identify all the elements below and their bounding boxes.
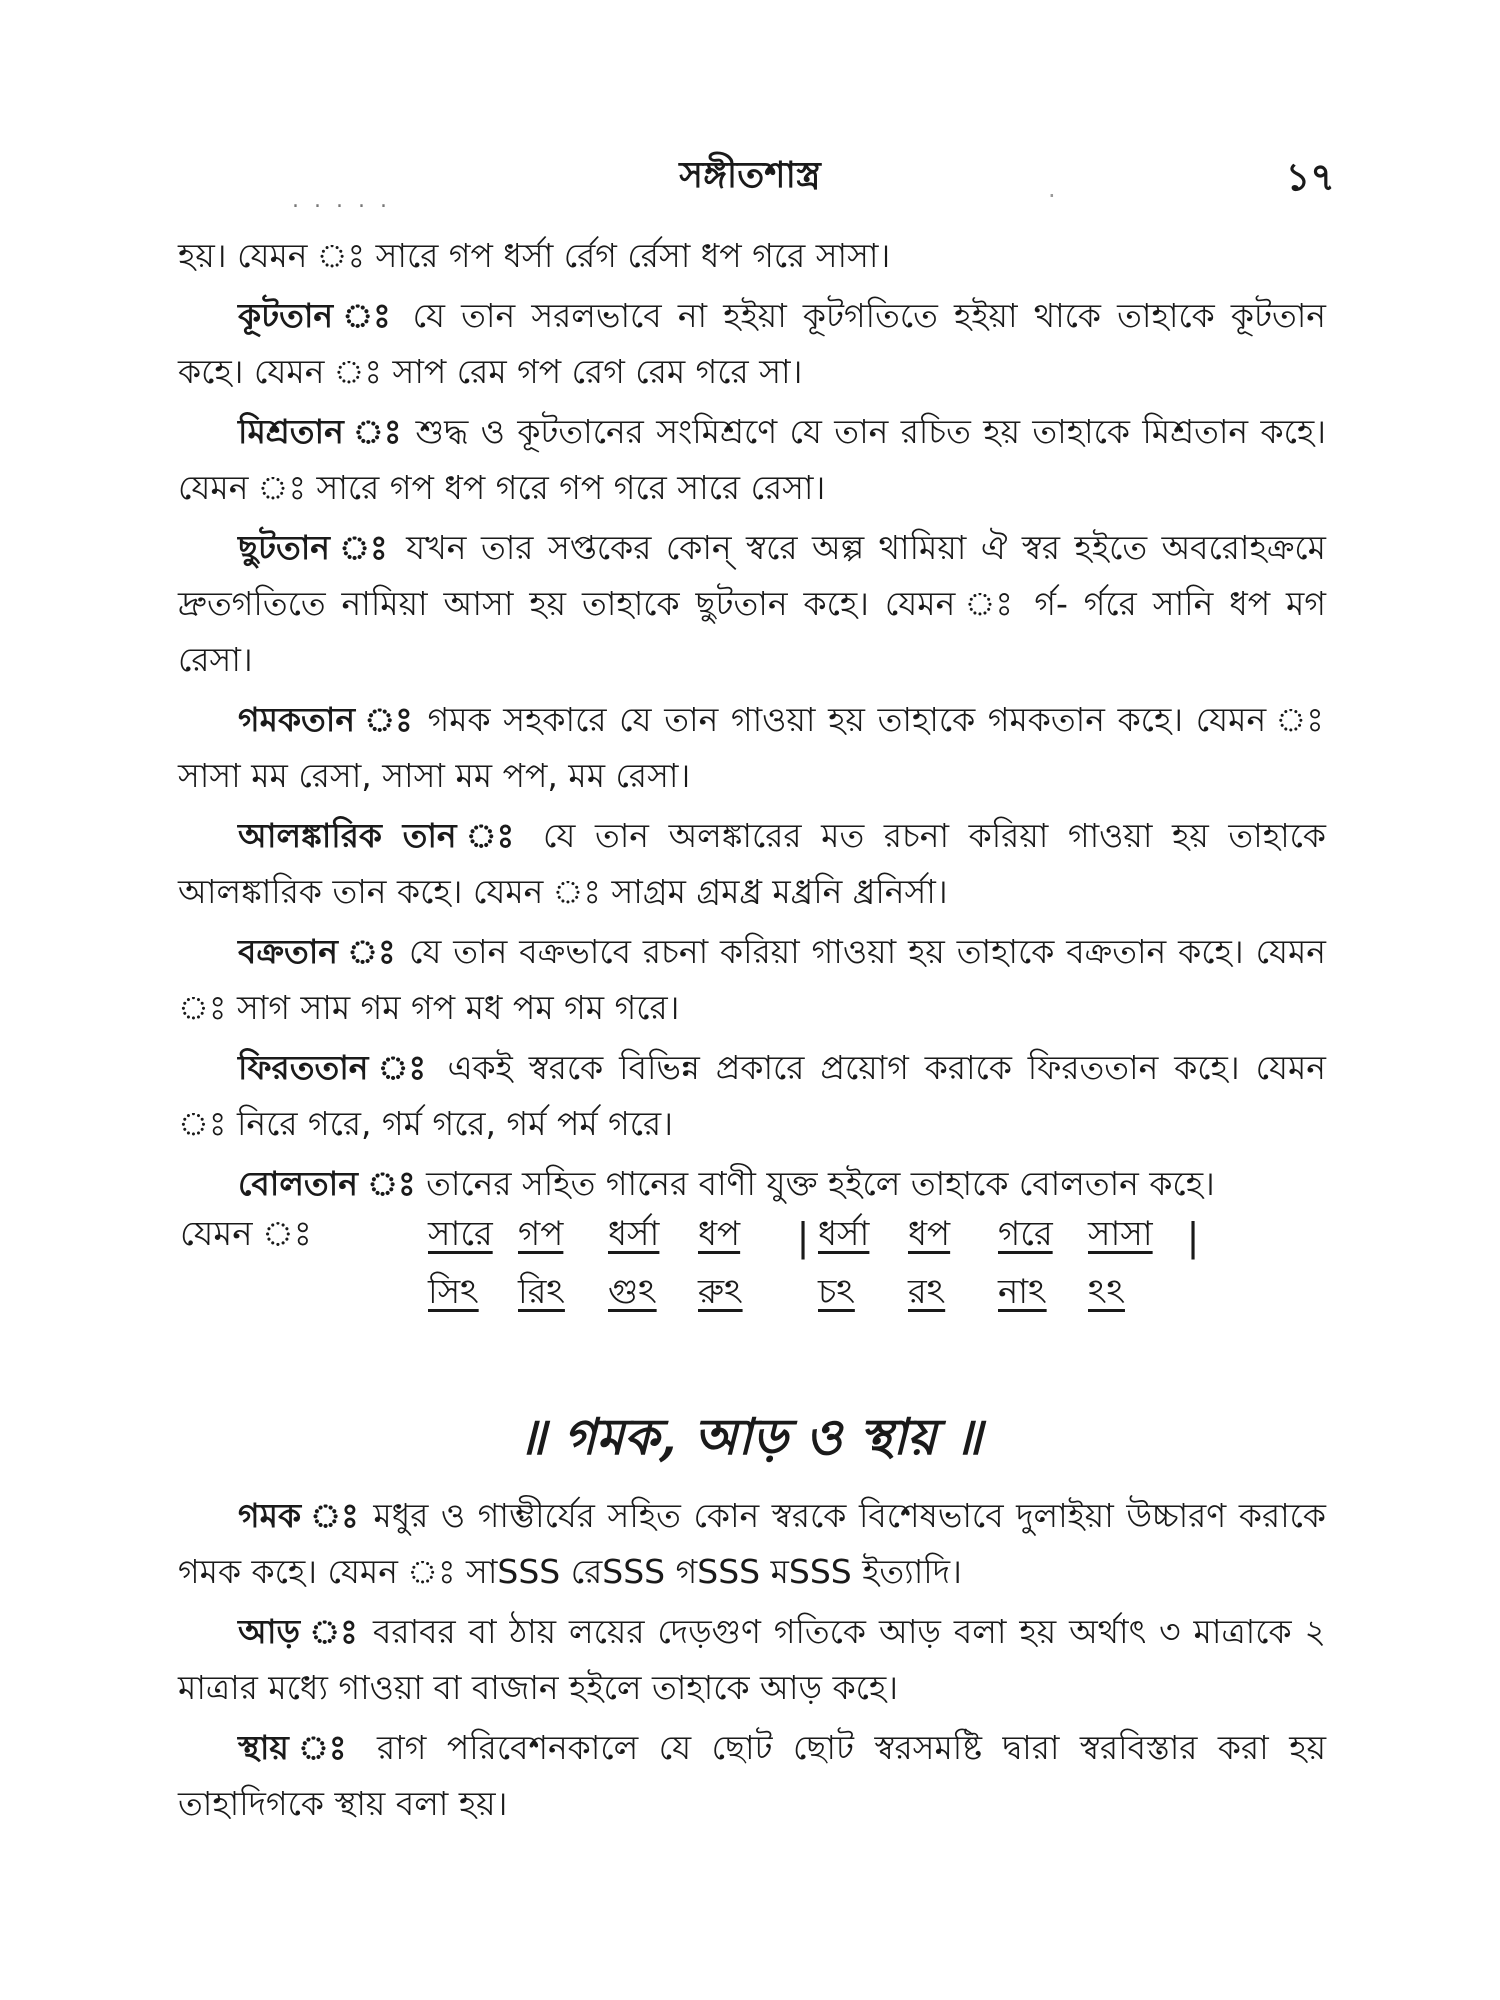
page-number: ১৭ [1285, 155, 1335, 199]
term-heading: ছুটতান ঃ [238, 528, 392, 567]
barline: | [796, 1214, 810, 1259]
paragraph [178, 520, 1326, 688]
paragraph [178, 228, 1326, 284]
paragraph-text: বরাবর বা ঠায় লয়ের দেড়গুণ গতিকে আড় বলা হয় অর্থাৎ ৩ মাত্রাকে ২ মাত্রার মধ্যে গাওয়া বা বাজান হইলে তাহাকে আড় কহে। [178, 1612, 1326, 1707]
term-heading: মিশ্রতান ঃ [238, 412, 404, 451]
bol-tan-example [180, 1208, 1320, 1318]
example-label: যেমন ঃ [180, 1214, 312, 1254]
notation-cell: রিঽ [518, 1272, 565, 1312]
paragraph-text: তানের সহিত গানের বাণী যুক্ত হইলে তাহাকে বোলতান কহে। [415, 1164, 1215, 1203]
paragraph [178, 924, 1326, 1036]
notation-cell: ধপ [908, 1214, 951, 1254]
term-heading: বক্রতান ঃ [238, 932, 398, 971]
print-speck: · [1048, 182, 1056, 210]
example-row-swaras [428, 1208, 1208, 1265]
paragraph-text: গমক সহকারে যে তান গাওয়া হয় তাহাকে গমকতান কহে। যেমন ঃ সাসা মম রেসা, সাসা মম পপ, মম রেসা। [178, 700, 1326, 795]
text-block-top [178, 228, 1326, 1216]
term-heading: গমক ঃ [238, 1496, 361, 1535]
paragraph [178, 1604, 1326, 1716]
paragraph-text: রাগ পরিবেশনকালে যে ছোট ছোট স্বরসমষ্টি দ্বারা স্বরবিস্তার করা হয় তাহাদিগকে স্থায় বলা হয়। [178, 1728, 1327, 1823]
term-heading: স্থায় ঃ [238, 1728, 357, 1767]
paragraph [178, 1040, 1326, 1152]
notation-cell: ধর্সা [818, 1214, 870, 1254]
paragraph-text: হয়। যেমন ঃ সারে গপ ধর্সা র্রেগ র্রেসা ধপ গরে সাসা। [178, 236, 891, 275]
paragraph [178, 288, 1326, 400]
notation-cell: গপ [518, 1214, 564, 1254]
notation-cell: নাঽ [998, 1272, 1047, 1312]
notation-cell: সারে [428, 1214, 493, 1254]
notation-cell: ধপ [698, 1214, 741, 1254]
paragraph [178, 808, 1326, 920]
term-heading: বোলতান ঃ [238, 1164, 416, 1203]
paragraph [178, 404, 1326, 516]
paragraph-text: শুদ্ধ ও কূটতানের সংমিশ্রণে যে তান রচিত হয় তাহাকে মিশ্রতান কহে। যেমন ঃ সারে গপ ধপ গরে গপ গরে সারে রেসা। [178, 412, 1326, 507]
header-dots: . . . . . [292, 188, 391, 213]
paragraph-text: যখন তার সপ্তকের কোন্ স্বরে অল্প থামিয়া ঐ স্বর হইতে অবরোহক্রমে দ্রুতগতিতে নামিয়া আসা হয় তাহাকে ছুটতান কহে। যেমন ঃ র্গ- র্গরে সানি ধপ মগ রেসা। [178, 528, 1327, 679]
notation-cell: গরে [998, 1214, 1053, 1254]
notation-cell: চঽ [818, 1272, 855, 1312]
text-block-bottom [178, 1488, 1326, 1836]
notation-cell: ঽঽ [1088, 1272, 1125, 1312]
notation-cell: ধর্সা [608, 1214, 660, 1254]
paragraph-text: যে তান বক্রভাবে রচনা করিয়া গাওয়া হয় তাহাকে বক্রতান কহে। যেমন ঃ সাগ সাম গম গপ মধ পম গম গরে। [178, 932, 1326, 1027]
example-row-words [428, 1266, 1208, 1323]
paragraph [178, 1488, 1326, 1600]
notation-cell: সাসা [1088, 1214, 1153, 1254]
paragraph [178, 692, 1326, 804]
paragraph-text: মধুর ও গাম্ভীর্যের সহিত কোন স্বরকে বিশেষভাবে দুলাইয়া উচ্চারণ করাকে গমক কহে। যেমন ঃ সাSSS রেSSS গSSS মSSS ইত্যাদি। [178, 1496, 1327, 1591]
term-heading: ফিরততান ঃ [238, 1048, 432, 1087]
notation-cell: গুঽ [608, 1272, 657, 1312]
paragraph-text: যে তান সরলভাবে না হইয়া কূটগতিতে হইয়া থাকে তাহাকে কূটতান কহে। যেমন ঃ সাপ রেম গপ রেগ রেম গরে সা। [178, 296, 1326, 391]
notation-cell: রঽ [908, 1272, 946, 1312]
running-title: সঙ্গীতশাস্ত্র [679, 155, 821, 196]
paragraph [178, 1720, 1326, 1832]
notation-cell: সিঽ [428, 1272, 479, 1312]
term-heading: আলঙ্কারিক তান ঃ [238, 816, 524, 855]
term-heading: কূটতান ঃ [238, 296, 397, 335]
term-heading: আড় ঃ [238, 1612, 361, 1651]
section-heading: ॥ গমক, আড় ও স্থায় ॥ [517, 1407, 983, 1466]
barline: | [1186, 1214, 1200, 1259]
paragraph-text: যে তান অলঙ্কারের মত রচনা করিয়া গাওয়া হয় তাহাকে আলঙ্কারিক তান কহে। যেমন ঃ সাগ্রম গ্রমধ্র মধ্রনি ধ্রনির্সা। [178, 816, 1327, 911]
paragraph [178, 1156, 1326, 1212]
paragraph-text: একই স্বরকে বিভিন্ন প্রকারে প্রয়োগ করাকে ফিরততান কহে। যেমন ঃ নিরে গরে, গর্ম গরে, গর্ম পর্ম গরে। [178, 1048, 1326, 1143]
notation-cell: রুঽ [698, 1272, 743, 1312]
term-heading: গমকতান ঃ [238, 700, 415, 739]
